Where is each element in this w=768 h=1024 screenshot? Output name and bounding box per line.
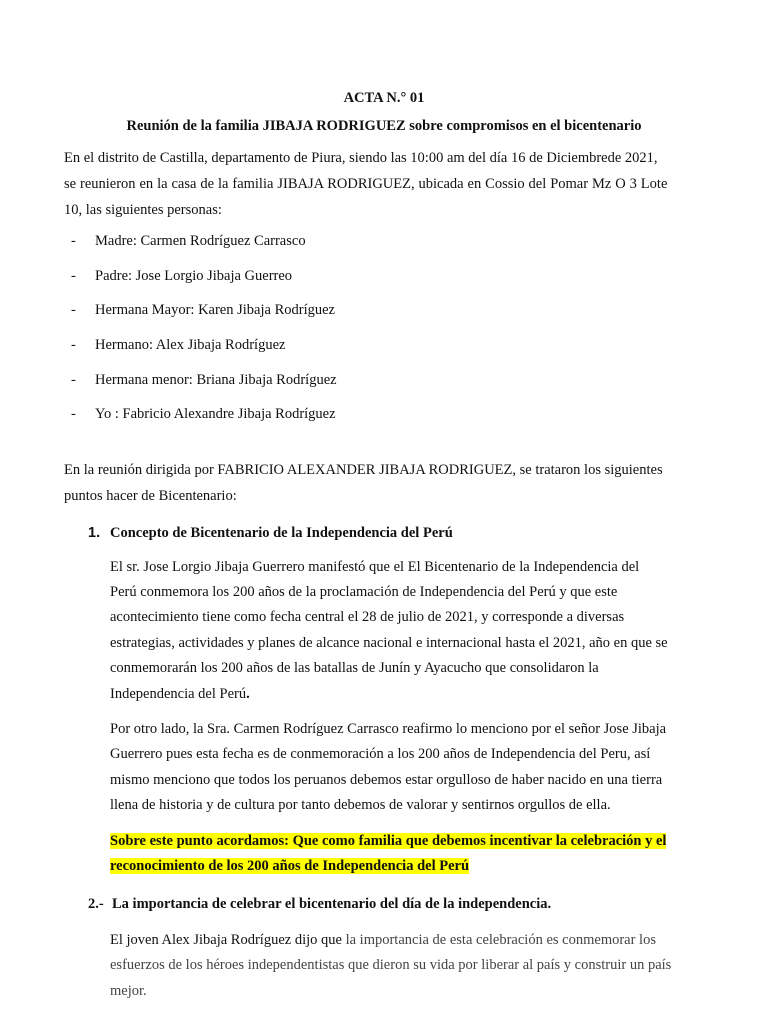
point-2-para-rest: la importancia de esta celebración es conmemorar los [345, 932, 656, 948]
list-item: Hermana Mayor: Karen Jibaja Rodríguez [95, 302, 335, 318]
point-2-para-lead: El joven Alex Jibaja Rodríguez dijo que [110, 932, 346, 948]
list-bullet: - [71, 372, 76, 388]
point-2-para-line: mejor. [110, 983, 147, 999]
point-1-para-2-line: mismo menciono que todos los peruanos debemos estar orgulloso de haber nacido en una tierra [110, 772, 663, 788]
document-title: ACTA N.° 01 [343, 90, 425, 106]
point-2-heading: La importancia de celebrar el bicentenario del día de la independencia. [112, 896, 552, 912]
point-1-heading: Concepto de Bicentenario de la Independencia del Perú [110, 525, 453, 541]
agreement-highlight: reconocimiento de los 200 años de Independencia del Perú [110, 858, 470, 874]
meeting-line-1: En la reunión dirigida por FABRICIO ALEXANDER JIBAJA RODRIGUEZ, se trataron los siguientes [64, 462, 663, 478]
point-1-para-2-line: Guerrero pues esta fecha es de conmemoración a los 200 años de Independencia del Peru, así [110, 746, 651, 762]
point-1-para-2-line: llena de historia y de cultura por tanto debemos de valorar y sentirnos orgullos de ella. [110, 797, 611, 813]
point-1-para-1-last-line [110, 686, 250, 703]
point-1-para-1-line: conmemorarán los 200 años de las batallas de Junín y Ayacucho que consolidaron la [110, 660, 599, 676]
intro-line-3: 10, las siguientes personas: [64, 202, 222, 218]
point-1-para-1-text: Independencia del Perú [110, 686, 247, 702]
point-1-agreement-line [110, 858, 469, 875]
list-bullet: - [71, 337, 76, 353]
list-bullet: - [71, 233, 76, 249]
intro-line-2: se reunieron en la casa de la familia JIBAJA RODRIGUEZ, ubicada en Cossio del Pomar Mz O 3 Lote [64, 176, 668, 192]
point-1-para-2-line: Por otro lado, la Sra. Carmen Rodríguez Carrasco reafirmo lo menciono por el señor Jose Jibaja [110, 721, 667, 737]
intro-line-1: En el distrito de Castilla, departamento de Piura, siendo las 10:00 am del día 16 de Diciembrede 2021, [64, 150, 658, 166]
point-2-para-line: esfuerzos de los héroes independentistas que dieron su vida por liberar al país y construir un país [110, 957, 672, 973]
meeting-line-2: puntos hacer de Bicentenario: [64, 488, 237, 504]
list-item: Yo : Fabricio Alexandre Jibaja Rodríguez [95, 406, 336, 422]
agreement-highlight: Sobre este punto acordamos: Que como familia que debemos incentivar la celebración y el [110, 833, 667, 849]
list-bullet: - [71, 302, 76, 318]
list-bullet: - [71, 406, 76, 422]
list-bullet: - [71, 268, 76, 284]
list-item: Hermano: Alex Jibaja Rodríguez [95, 337, 286, 353]
list-item: Padre: Jose Lorgio Jibaja Guerreo [95, 268, 293, 284]
list-item: Madre: Carmen Rodríguez Carrasco [95, 233, 306, 249]
point-1-para-1-line: acontecimiento tiene como fecha central el 28 de julio de 2021, y corresponde a diversas [110, 609, 625, 625]
list-item: Hermana menor: Briana Jibaja Rodríguez [95, 372, 337, 388]
point-2-para-line [110, 932, 656, 949]
point-2-number: 2.- [88, 896, 104, 912]
point-1-para-1-line: estrategias, actividades y planes de alcance nacional e internacional hasta el 2021, año en que se [110, 635, 668, 651]
point-1-para-1-period: . [246, 686, 250, 702]
point-1-agreement-line [110, 833, 666, 850]
document-subtitle: Reunión de la familia JIBAJA RODRIGUEZ sobre compromisos en el bicentenario [126, 118, 642, 134]
point-1-para-1-line: Perú conmemora los 200 años de la proclamación de Independencia del Perú y que este [110, 584, 618, 600]
point-1-para-1-line: El sr. Jose Lorgio Jibaja Guerrero manifestó que el El Bicentenario de la Independencia del [110, 559, 640, 575]
point-1-number: 1. [88, 525, 101, 541]
